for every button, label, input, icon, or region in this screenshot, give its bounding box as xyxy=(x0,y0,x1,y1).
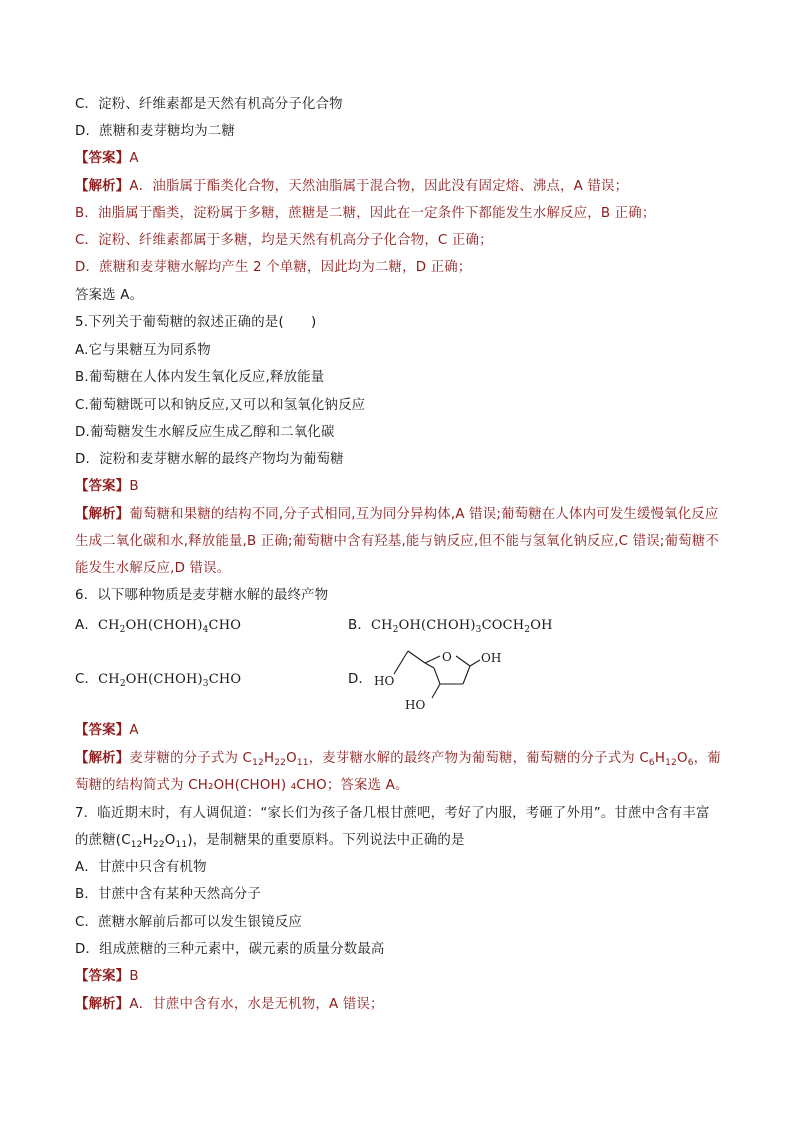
analysis-tag: 【解析】 xyxy=(75,997,130,1012)
ho-bottom-label: HO xyxy=(405,698,426,712)
option-c-q7: C．蔗糖水解前后都可以发生银镜反应 xyxy=(75,915,302,930)
option-label: B． xyxy=(348,618,371,633)
option-a-q5: A.它与果糖互为同系物 xyxy=(75,343,211,358)
option-d2-q5: D．淀粉和麦芽糖水解的最终产物均为葡萄糖 xyxy=(75,452,344,467)
analysis-text: A．油脂属于酯类化合物，天然油脂属于混合物，因此没有固定熔、沸点，A 错误； xyxy=(129,179,629,194)
analysis-text: 葡萄糖和果糖的结构不同,分子式相同,互为同分异构体,A 错误;葡萄糖在人体内可发生缓慢氧化反应生成二氧化碳和水,释放能量,B 正确;葡萄糖中含有羟基,能与钠反应,但不能与氢氧化钠反应,C 错误;葡萄糖不能发生水解反应,D 错误。 xyxy=(75,507,719,576)
option-b-q6 xyxy=(348,617,553,635)
option-label: A． xyxy=(75,618,98,633)
option-b-q5: B.葡萄糖在人体内发生氧化反应,释放能量 xyxy=(75,370,325,385)
analysis-q4-b: B．油脂属于酯类，淀粉属于多糖，蔗糖是二糖，因此在一定条件下都能发生水解反应，B 正确； xyxy=(75,206,656,221)
answer-tag: 【答案】 xyxy=(75,969,130,984)
furanose-structure xyxy=(370,638,510,714)
option-label: D． xyxy=(348,672,373,687)
option-d-q5: D.葡萄糖发生水解反应生成乙醇和二氧化碳 xyxy=(75,425,335,440)
answer-q4 xyxy=(75,150,139,168)
formula: $CH_2OH(CHOH)_3CHO$ xyxy=(98,672,242,689)
answer-value: B xyxy=(129,969,139,984)
molecule-bonds xyxy=(394,651,480,698)
ring-oxygen-label: O xyxy=(442,650,452,664)
answer-q5 xyxy=(75,478,139,496)
option-d-q7: D．组成蔗糖的三种元素中，碳元素的质量分数最高 xyxy=(75,942,385,957)
question-6: 6．以下哪种物质是麦芽糖水解的最终产物 xyxy=(75,588,329,603)
option-label: C． xyxy=(75,672,99,687)
analysis-q6-line2: 萄糖的结构简式为 CH₂OH(CHOH) ₄CHO；答案选 A。 xyxy=(75,778,409,793)
analysis-q5 xyxy=(75,501,720,582)
analysis-q4-d: D．蔗糖和麦芽糖水解均产生 2 个单糖，因此均为二糖，D 正确； xyxy=(75,260,472,275)
answer-q6 xyxy=(75,722,139,740)
answer-value: B xyxy=(129,479,139,494)
answer-value: A xyxy=(129,723,139,738)
question-7-line2: 的蔗糖$(C_{12}H_{22}O_{11})$，是制糖果的重要原料。下列说法中正确的是 xyxy=(75,833,465,850)
option-c-q4: C．淀粉、纤维素都是天然有机高分子化合物 xyxy=(75,97,343,112)
answer-value: A xyxy=(129,151,139,166)
analysis-q6-line1: 【解析】麦芽糖的分子式为 $C_{12}H_{22}O_{11}$，麦芽糖水解的最终产物为葡萄糖，葡萄糖的分子式为 $C_6H_{12}O_6$，葡 xyxy=(75,751,721,768)
answer-q7 xyxy=(75,968,139,986)
answer-tag: 【答案】 xyxy=(75,723,130,738)
option-a-q7: A．甘蔗中只含有机物 xyxy=(75,860,207,875)
analysis-q4-a xyxy=(75,178,628,196)
option-c-q6 xyxy=(75,671,241,689)
conclusion-q4: 答案选 A。 xyxy=(75,288,144,303)
analysis-tag: 【解析】 xyxy=(75,507,130,522)
analysis-tag: 【解析】 xyxy=(75,179,130,194)
option-d-q4: D．蔗糖和麦芽糖均为二糖 xyxy=(75,124,236,139)
analysis-q7-a xyxy=(75,996,384,1014)
formula: $CH_2OH(CHOH)_4CHO$ xyxy=(97,618,242,635)
question-5: 5.下列关于葡萄糖的叙述正确的是( ) xyxy=(75,315,317,330)
analysis-text: A．甘蔗中含有水，水是无机物，A 错误； xyxy=(129,997,384,1012)
oh-right-label: OH xyxy=(481,651,502,665)
formula: $CH_2OH(CHOH)_3COCH_2OH$ xyxy=(370,618,553,635)
answer-tag: 【答案】 xyxy=(75,479,130,494)
ho-left-label: HO xyxy=(374,674,395,688)
option-d-q6 xyxy=(348,671,372,689)
analysis-tag: 【解析】 xyxy=(75,751,130,766)
question-7-line1: 7．临近期末时，有人调侃道：“家长们为孩子备几根甘蔗吧，考好了内服，考砸了外用”。甘蔗中含有丰富 xyxy=(75,806,710,821)
answer-tag: 【答案】 xyxy=(75,151,130,166)
analysis-q4-c: C．淀粉、纤维素都属于多糖，均是天然有机高分子化合物，C 正确； xyxy=(75,233,493,248)
option-a-q6 xyxy=(75,617,241,635)
option-b-q7: B．甘蔗中含有某种天然高分子 xyxy=(75,887,262,902)
option-c-q5: C.葡萄糖既可以和钠反应,又可以和氢氧化钠反应 xyxy=(75,398,366,413)
